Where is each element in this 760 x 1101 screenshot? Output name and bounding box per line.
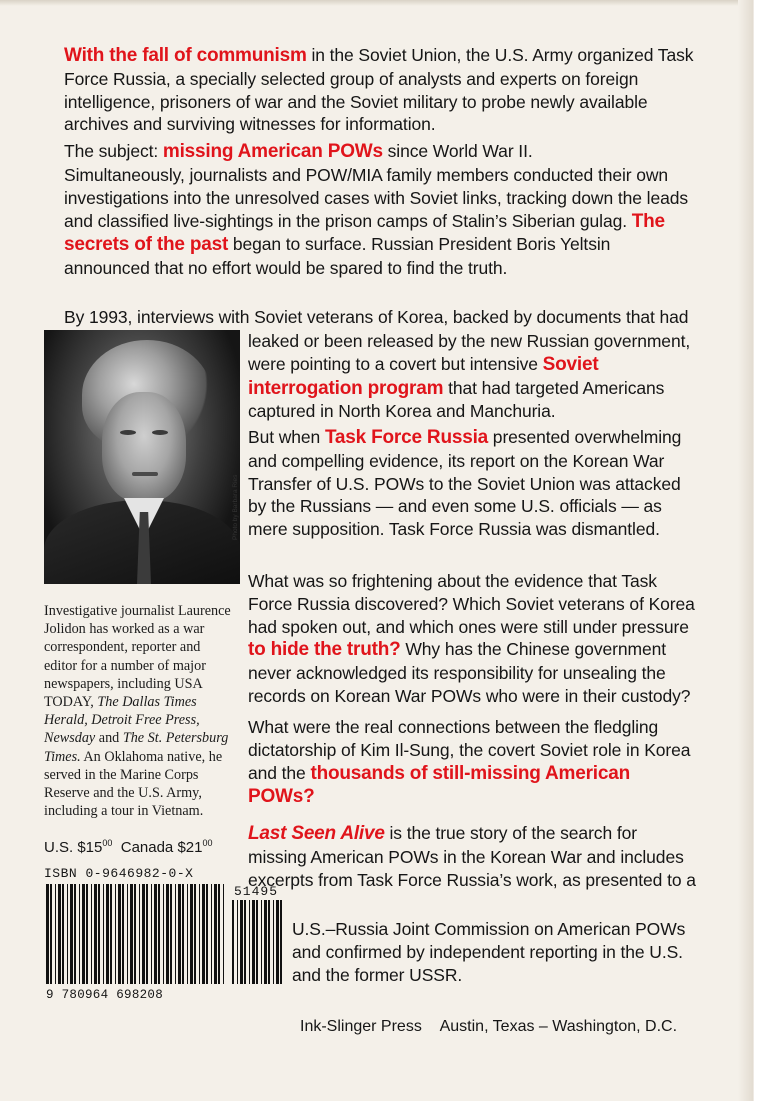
- barcode-bar: [244, 900, 246, 984]
- barcode-bar: [115, 884, 116, 984]
- barcode-bar: [151, 884, 152, 984]
- highlight-phrase: missing American POWs: [162, 141, 383, 162]
- body-text: presented overwhelming and compelling evidence, its report on the Korean War Transfer of U.S. POWs to the Soviet Union was attacked by the Russians — and even some U.S. officials — as mere supposition. Task Force Russia was dismantled.: [248, 427, 682, 540]
- author-bio: [44, 602, 234, 820]
- barcode-bar: [199, 884, 200, 984]
- highlight-phrase: Last Seen Alive: [248, 823, 385, 844]
- paragraph-last-seen-alive: [248, 822, 700, 891]
- paragraph-frightening-evidence: [248, 570, 700, 708]
- barcode-bar: [240, 900, 243, 984]
- barcode-bar: [139, 884, 140, 984]
- page-edge-right: [738, 0, 760, 1101]
- barcode-bar: [91, 884, 92, 984]
- barcode-bar: [256, 900, 258, 984]
- highlight-phrase: The secrets of the past: [64, 210, 665, 256]
- barcode-bar: [146, 884, 148, 984]
- barcode-bar: [86, 884, 88, 984]
- paragraph-task-force-dismantled: [248, 426, 700, 541]
- body-text: U.S.–Russia Joint Commission on American POWs and confirmed by independent reporting in the U.S. and the former USSR.: [292, 919, 686, 985]
- barcode-bar: [62, 884, 64, 984]
- barcode-bar: [154, 884, 157, 984]
- barcode-addon: [232, 900, 282, 984]
- publisher-location: Austin, Texas – Washington, D.C.: [439, 1018, 678, 1035]
- price-canada: Canada $21: [120, 839, 203, 856]
- barcode-bar: [79, 884, 80, 984]
- barcode-bar: [70, 884, 73, 984]
- barcode-bar: [194, 884, 196, 984]
- barcode-bar: [74, 884, 76, 984]
- barcode-bar: [163, 884, 164, 984]
- paragraph-joint-commission: [292, 918, 702, 986]
- barcode-bar: [46, 884, 49, 984]
- barcode-bar: [50, 884, 52, 984]
- isbn: ISBN 0-9646982-0-X: [44, 866, 194, 881]
- highlight-phrase: thousands of still-missing American POWs?: [248, 762, 631, 808]
- body-text: is the true story of the search for missing American POWs in the Korean War and includes excerpts from Task Force Russia’s work, as presented to a: [248, 823, 696, 890]
- body-text: in the Soviet Union, the U.S. Army organized Task Force Russia, a specially selected group of analysts and experts on foreign intelligence, prisoners of war and the Soviet military to probe newly available archives and surviving witnesses for information.: [64, 45, 694, 135]
- barcode-bar: [249, 900, 250, 984]
- barcode-bar: [202, 884, 205, 984]
- photo-credit: Photo by Barbara Ries: [232, 474, 239, 540]
- barcode-bar: [206, 884, 208, 984]
- barcode-bar: [261, 900, 262, 984]
- barcode-bar: [82, 884, 85, 984]
- body-text: leaked or been released by the new Russian government, were pointing to a covert but intensive: [248, 331, 691, 374]
- barcode-bar: [264, 900, 267, 984]
- body-text: Simultaneously, journalists and POW/MIA family members conducted their own investigations into the unresolved cases with Soviet links, tracking down the leads and classified live-sightings in the prison camps of Stalin’s Siberian gulag.: [64, 165, 688, 231]
- barcode-bar: [214, 884, 217, 984]
- barcode-bar: [67, 884, 68, 984]
- barcode-bar: [122, 884, 124, 984]
- barcode-number: 9 780964 698208: [46, 988, 164, 1002]
- barcode-bar: [158, 884, 160, 984]
- highlight-phrase: to hide the truth?: [248, 639, 401, 661]
- barcode-bar: [118, 884, 121, 984]
- barcode-bar: [94, 884, 97, 984]
- barcode-bar: [268, 900, 270, 984]
- paragraph-by-1993: [64, 306, 698, 329]
- barcode-bar: [58, 884, 61, 984]
- bio-text: An Oklahoma native, he served in the Marine Corps Reserve and the U.S. Army, including a tour in Vietnam.: [44, 748, 223, 820]
- barcode-bar: [170, 884, 172, 984]
- barcode-bar: [130, 884, 133, 984]
- body-text: The subject:: [64, 141, 163, 161]
- paragraph-subject: [64, 140, 698, 164]
- barcode-bar: [103, 884, 104, 984]
- highlight-phrase: Soviet interrogation program: [248, 353, 599, 399]
- publisher-line: [300, 1018, 677, 1036]
- barcode-bar: [175, 884, 176, 984]
- barcode-bar: [218, 884, 220, 984]
- body-text: began to surface. Russian President Boris Yeltsin announced that no effort would be spared to find the truth.: [64, 234, 611, 279]
- barcode-main: [46, 884, 226, 984]
- barcode-bar: [211, 884, 212, 984]
- body-text: What were the real connections between the fledgling dictatorship of Kim Il-Sung, the covert Soviet role in Korea and the: [248, 717, 691, 783]
- bio-text: Investigative journalist Laurence Jolidon has worked as a war correspondent, reporter and editor for a number of major newspapers, including USA TODAY,: [44, 603, 231, 711]
- barcode-bar: [142, 884, 145, 984]
- barcode-bar: [252, 900, 255, 984]
- barcode-bar: [273, 900, 274, 984]
- barcode-bar: [223, 884, 224, 984]
- paragraph-soviet-interrogation: [248, 330, 700, 423]
- body-text: What was so frightening about the evidence that Task Force Russia discovered? Which Soviet veterans of Korea had spoken out, and which ones were still under pressure: [248, 571, 695, 637]
- barcode-bar: [276, 900, 279, 984]
- body-text: By 1993, interviews with Soviet veterans of Korea, backed by documents that had: [64, 307, 689, 327]
- paragraph-fall-of-communism: [64, 44, 698, 136]
- barcode-bar: [178, 884, 181, 984]
- barcode-bar: [166, 884, 169, 984]
- body-text: Why has the Chinese government never acknowledged its responsibility for unsealing the records on Korean War POWs who were in their custody?: [248, 639, 691, 706]
- bio-text: The St. Petersburg Times.: [44, 730, 229, 765]
- barcode-bar: [106, 884, 109, 984]
- highlight-phrase: Task Force Russia: [324, 427, 489, 448]
- barcode-bar: [280, 900, 282, 984]
- barcode-bar: [232, 900, 234, 984]
- barcode-bar: [127, 884, 128, 984]
- barcode-bar: [134, 884, 136, 984]
- paragraph-real-connections: [248, 716, 700, 809]
- barcode-bar: [237, 900, 238, 984]
- paragraph-investigations: [64, 164, 698, 280]
- barcode-bar: [182, 884, 184, 984]
- barcode-bar: [55, 884, 56, 984]
- bio-text: and: [95, 730, 123, 747]
- page-edge-top: [0, 0, 760, 6]
- body-text: that had targeted Americans captured in North Korea and Manchuria.: [248, 377, 665, 422]
- publisher-name: Ink-Slinger Press: [300, 1018, 422, 1035]
- price-line: U.S. $\$15^{00}$ Canada $\$21^{00}$: [44, 838, 213, 856]
- body-text: But when: [248, 427, 325, 447]
- author-photo: [44, 330, 240, 584]
- barcode-bar: [187, 884, 188, 984]
- body-text: since World War II.: [382, 141, 533, 161]
- highlight-phrase: With the fall of communism: [64, 45, 307, 66]
- barcode-bar: [110, 884, 112, 984]
- bio-text: The Dallas Times Herald, Detroit Free Press, Newsday: [44, 694, 200, 747]
- price-us: U.S. $15: [44, 839, 103, 856]
- barcode-addon-number: 51495: [234, 884, 279, 899]
- barcode-bar: [98, 884, 100, 984]
- barcode-bar: [190, 884, 193, 984]
